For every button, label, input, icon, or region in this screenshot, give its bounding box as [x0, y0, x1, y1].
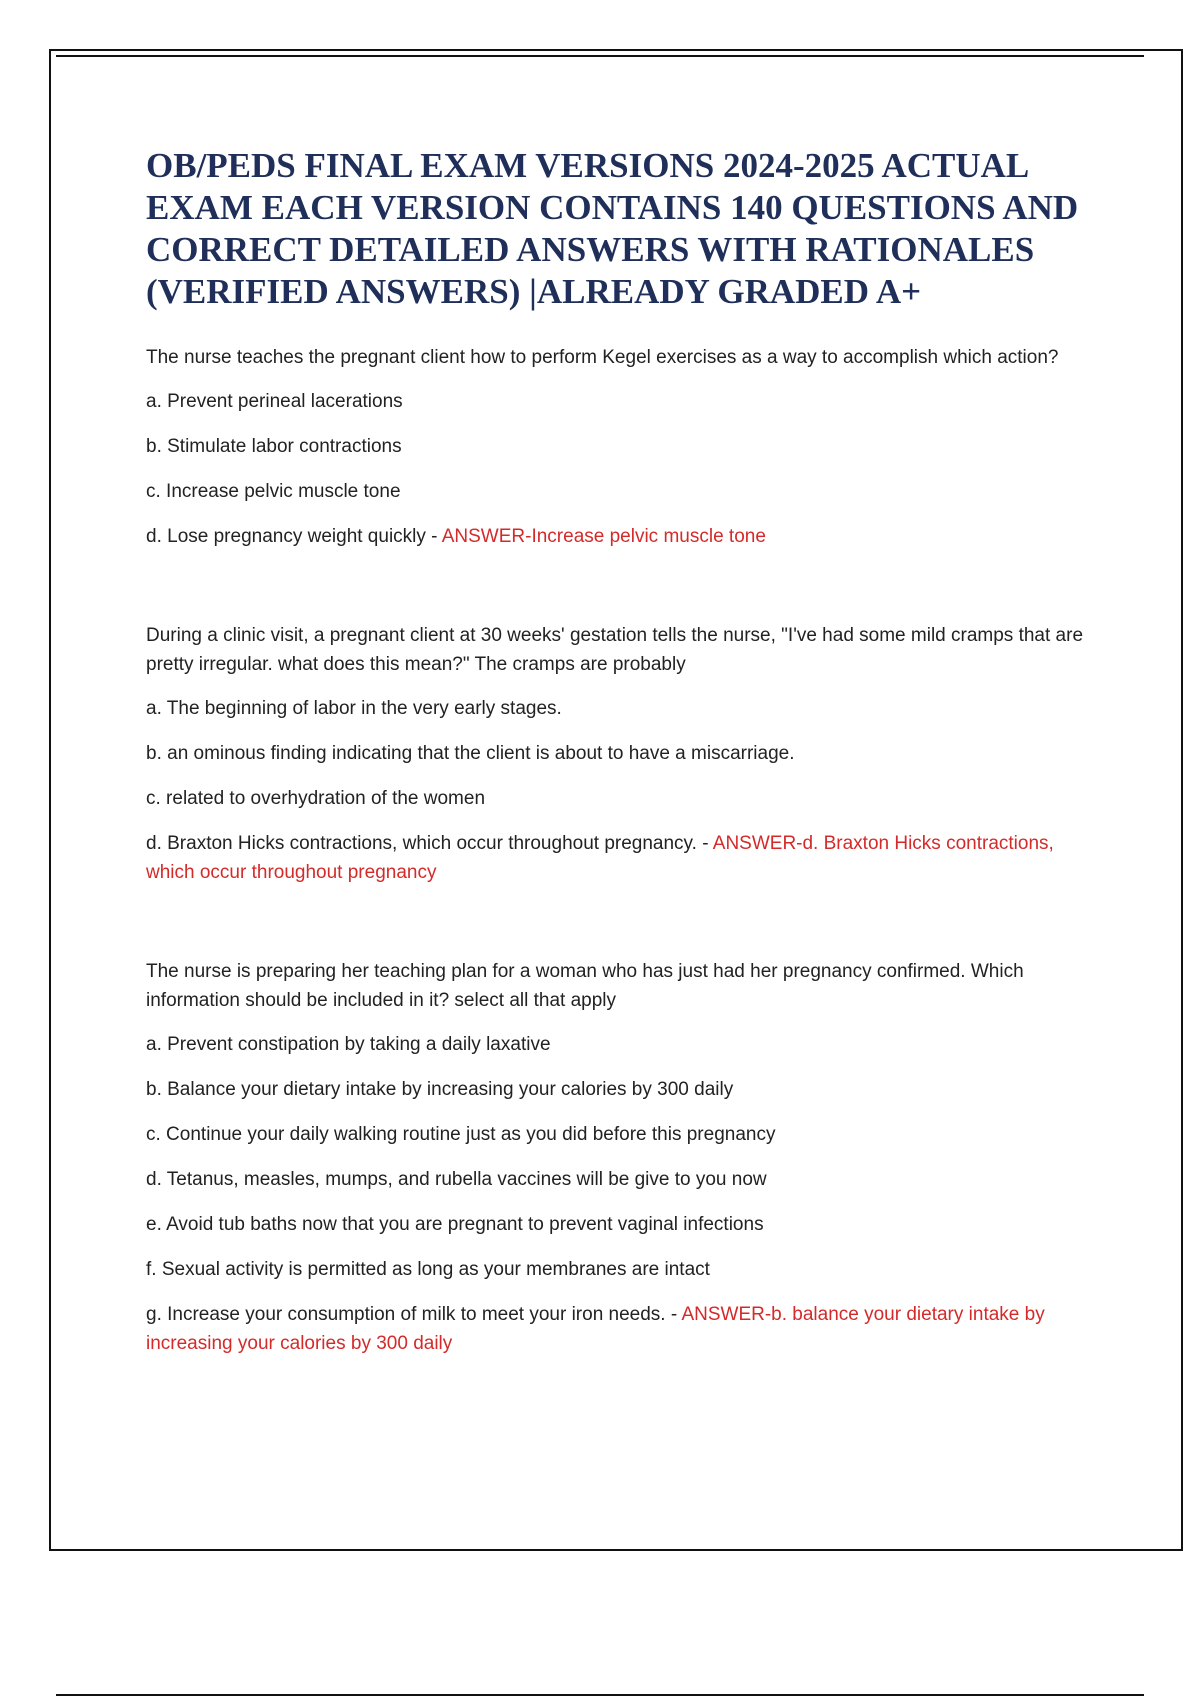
option-a: a. The beginning of labor in the very early stages.	[146, 698, 562, 719]
question-block-2	[146, 621, 1096, 887]
option-c: c. related to overhydration of the women	[146, 788, 486, 809]
answer-text: ANSWER-d. Braxton Hicks contractions, which occur throughout pregnancy	[146, 833, 1054, 883]
option-b: b. Stimulate labor contractions	[146, 436, 402, 457]
bottom-rule	[56, 1694, 1144, 1696]
option-c: c. Continue your daily walking routine just as you did before this pregnancy	[146, 1124, 776, 1145]
question-block-3	[146, 957, 1096, 1358]
option-d: d. Braxton Hicks contractions, which occur throughout pregnancy. -	[146, 833, 713, 854]
top-rule	[56, 55, 1144, 57]
question-text: During a clinic visit, a pregnant client at 30 weeks' gestation tells the nurse, "I've had some mild cramps that are pretty irregular. what does this mean?" The cramps are probably	[146, 625, 1084, 675]
question-text: The nurse is preparing her teaching plan for a woman who has just had her pregnancy confirmed. Which information should be included in it? select all that apply	[146, 961, 1024, 1011]
option-d: d. Tetanus, measles, mumps, and rubella vaccines will be give to you now	[146, 1169, 767, 1190]
option-a: a. Prevent constipation by taking a daily laxative	[146, 1034, 551, 1055]
document-title: OB/PEDS FINAL EXAM VERSIONS 2024-2025 ACTUAL EXAM EACH VERSION CONTAINS 140 QUESTIONS AND CORRECT DETAILED ANSWERS WITH RATIONALES (VERIFIED ANSWERS) |ALREADY GRADED A+	[146, 146, 1079, 311]
option-a: a. Prevent perineal lacerations	[146, 391, 403, 412]
option-e: e. Avoid tub baths now that you are pregnant to prevent vaginal infections	[146, 1214, 764, 1235]
option-b: b. Balance your dietary intake by increasing your calories by 300 daily	[146, 1079, 734, 1100]
option-f: f. Sexual activity is permitted as long as your membranes are intact	[146, 1259, 710, 1280]
answer-text: ANSWER-b. balance your dietary intake by increasing your calories by 300 daily	[146, 1304, 1045, 1354]
option-d-with-answer	[146, 522, 1096, 551]
answer-text: ANSWER-Increase pelvic muscle tone	[441, 526, 766, 547]
option-b: b. an ominous finding indicating that the client is about to have a miscarriage.	[146, 743, 795, 764]
option-d: d. Lose pregnancy weight quickly -	[146, 526, 442, 547]
question-text: The nurse teaches the pregnant client how to perform Kegel exercises as a way to accomplish which action?	[146, 347, 1059, 368]
document-content	[146, 145, 1096, 1358]
option-g-with-answer	[146, 1300, 1096, 1358]
question-block-1	[146, 343, 1096, 551]
option-c: c. Increase pelvic muscle tone	[146, 481, 401, 502]
option-g: g. Increase your consumption of milk to meet your iron needs. -	[146, 1304, 682, 1325]
option-d-with-answer	[146, 829, 1096, 887]
